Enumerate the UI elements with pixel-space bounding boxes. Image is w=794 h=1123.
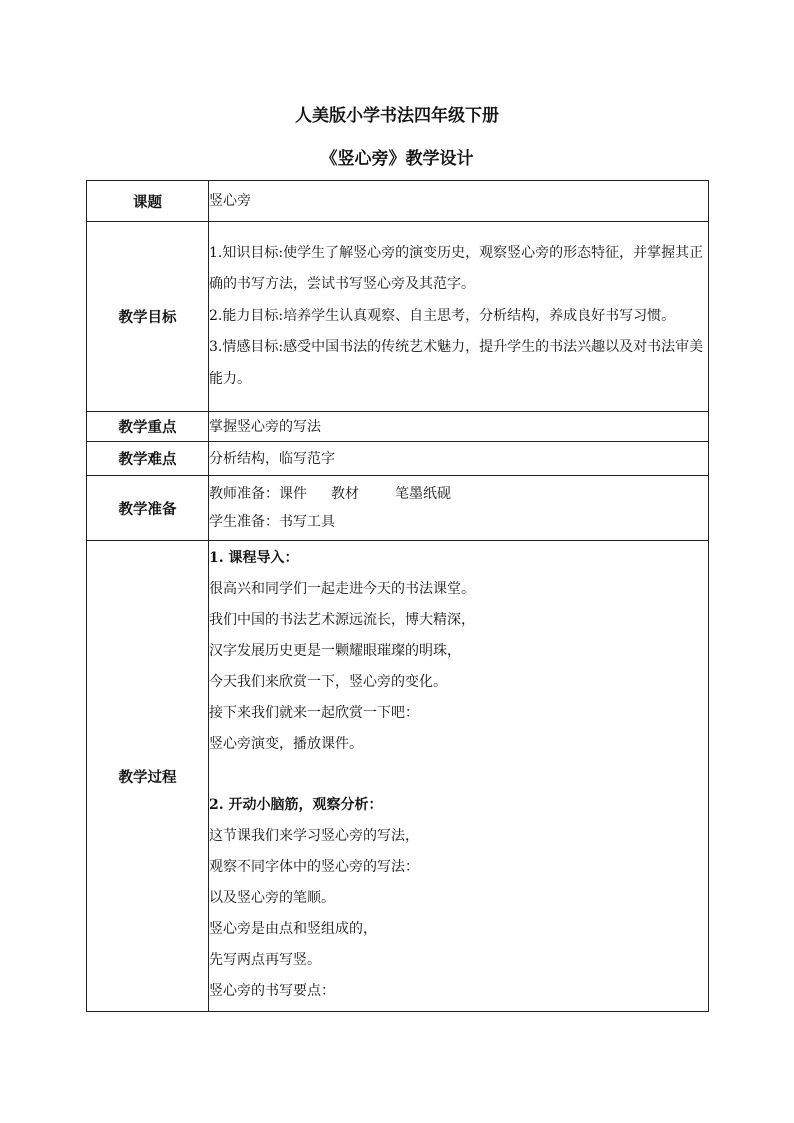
goal-item-knowledge: 1.知识目标:使学生了解竖心旁的演变历史，观察竖心旁的形态特征，并掌握其正确的书写方法，尝试书写竖心旁及其范字。	[209, 244, 704, 293]
document-title: 人美版小学书法四年级下册	[295, 106, 499, 126]
goal-item-emotion: 3.情感目标:感受中国书法的传统艺术魅力，提升学生的书法兴趣以及对书法审美能力。	[209, 339, 704, 387]
process-line: 先写两点再写竖。	[209, 952, 321, 968]
process-section2-title: 2. 开动小脑筋，观察分析：	[209, 797, 383, 813]
process-line: 以及竖心旁的笔顺。	[209, 890, 335, 906]
value-goals	[209, 222, 709, 412]
label-process: 教学过程	[87, 541, 209, 1012]
label-goals: 教学目标	[87, 222, 209, 412]
table-row-goals	[87, 222, 709, 412]
value-focus: 掌握竖心旁的写法	[209, 412, 709, 442]
process-line: 观察不同字体中的竖心旁的写法：	[209, 859, 419, 875]
label-focus: 教学重点	[87, 412, 209, 442]
lesson-plan-table	[86, 180, 709, 1012]
student-prep-line: 学生准备：书写工具	[209, 514, 335, 530]
document-subtitle: 《竖心旁》教学设计	[320, 149, 474, 169]
label-difficulty: 教学难点	[87, 442, 209, 476]
table-row-focus	[87, 412, 709, 442]
table-row-difficulty	[87, 442, 709, 476]
label-prep: 教学准备	[87, 476, 209, 541]
value-prep	[209, 476, 709, 541]
process-line: 我们中国的书法艺术源远流长，博大精深，	[209, 612, 475, 628]
table-row-prep	[87, 476, 709, 541]
process-line: 竖心旁演变，播放课件。	[209, 736, 363, 752]
process-line: 很高兴和同学们一起走进今天的书法课堂。	[209, 581, 475, 597]
value-difficulty: 分析结构，临写范字	[209, 442, 709, 476]
teacher-prep-item-brush: 笔墨纸砚	[395, 486, 451, 502]
process-line: 竖心旁的书写要点：	[209, 983, 335, 999]
teacher-prep-label: 教师准备：课件	[209, 486, 307, 502]
process-line: 汉字发展历史更是一颗耀眼璀璨的明珠，	[209, 643, 461, 659]
table-row-topic	[87, 181, 709, 222]
process-line: 竖心旁是由点和竖组成的，	[209, 921, 377, 937]
process-line: 今天我们来欣赏一下，竖心旁的变化。	[209, 674, 447, 690]
process-line: 接下来我们就来一起欣赏一下吧：	[209, 705, 419, 721]
process-section1-title: 1. 课程导入：	[209, 550, 299, 566]
goal-item-ability: 2.能力目标:培养学生认真观察、自主思考，分析结构，养成良好书写习惯。	[209, 307, 676, 324]
teacher-prep-line	[209, 480, 708, 508]
label-topic: 课题	[87, 181, 209, 222]
value-topic: 竖心旁	[209, 181, 709, 222]
table-row-process	[87, 541, 709, 1012]
process-line: 这节课我们来学习竖心旁的写法，	[209, 828, 419, 844]
value-process	[209, 541, 709, 1012]
teacher-prep-item-textbook: 教材	[331, 486, 359, 502]
